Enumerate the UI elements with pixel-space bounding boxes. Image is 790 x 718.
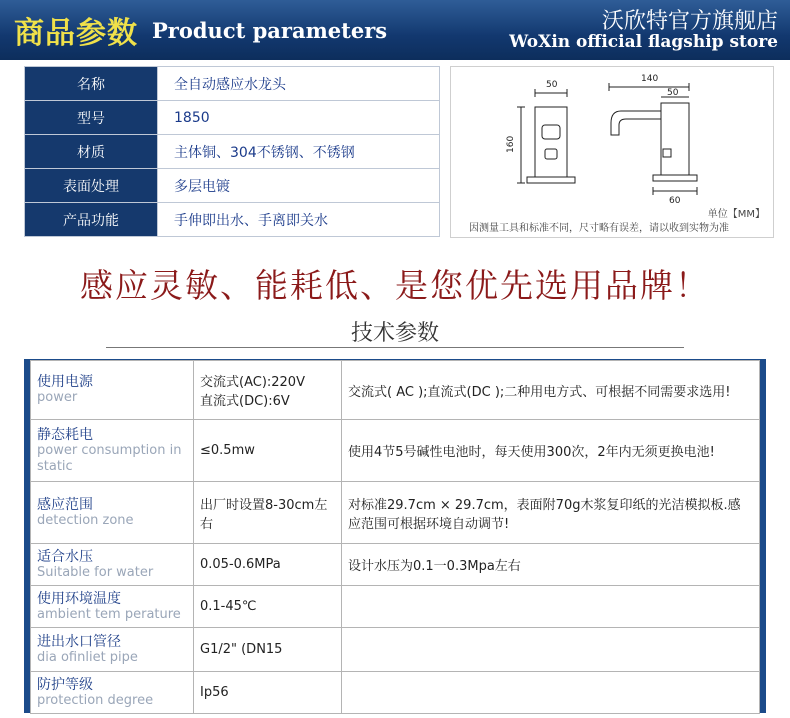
tech-note: 设计水压为0.1一0.3Mpa左右 <box>342 544 760 586</box>
tech-label-cn: 静态耗电 <box>37 426 93 443</box>
spec-table <box>24 66 440 237</box>
tech-label-cn: 使用电源 <box>37 374 93 390</box>
tech-row <box>31 586 760 628</box>
tech-label-cn: 防护等级 <box>37 676 93 693</box>
tech-table <box>30 360 760 714</box>
tech-label <box>31 586 194 628</box>
tech-label-en: power consumption in static <box>37 442 182 474</box>
tech-value: 交流式(AC):220V 直流式(DC):6V <box>194 361 342 420</box>
spec-row <box>25 169 440 203</box>
store-name-cn: 沃欣特官方旗舰店 <box>601 9 778 34</box>
spec-row <box>25 101 440 135</box>
diagram-note: 因测量工具和标准不同，尺寸略有误差，请以收到实物为准 <box>469 223 729 234</box>
tech-label-en: power <box>37 390 78 405</box>
tech-value: 出厂时设置8-30cm左右 <box>194 482 342 544</box>
spec-label: 表面处理 <box>25 169 158 203</box>
header-title-cn: 商品参数 <box>14 16 138 51</box>
dim-160: 160 <box>506 135 516 153</box>
tech-value: 0.1-45℃ <box>194 586 342 628</box>
tech-note: 对标准29.7cm × 29.7cm，表面附70g木浆复印纸的光洁模拟板.感应范围可根据环境自动调节! <box>342 482 760 544</box>
tech-note: 使用4节5号碱性电池时，每天使用300次，2年内无须更换电池! <box>342 420 760 482</box>
spec-label: 产品功能 <box>25 203 158 237</box>
dim-140: 140 <box>641 74 659 84</box>
tech-label <box>31 672 194 714</box>
tech-label-cn: 进出水口管径 <box>37 633 121 650</box>
header-banner <box>0 0 790 60</box>
spec-value: 主体铜、304不锈钢、不锈钢 <box>158 135 440 169</box>
tech-label-en: detection zone <box>37 512 134 528</box>
spec-label: 型号 <box>25 101 158 135</box>
tech-value: G1/2" (DN15 <box>194 628 342 672</box>
spec-value: 1850 <box>158 101 440 135</box>
tech-label-en: ambient tem perature <box>37 606 181 622</box>
spec-value: 多层电镀 <box>158 169 440 203</box>
spec-value: 全自动感应水龙头 <box>158 67 440 101</box>
tech-label-en: protection degree <box>37 692 154 708</box>
tech-note <box>342 628 760 672</box>
tech-label-en: dia ofinliet pipe <box>37 649 138 665</box>
tech-row <box>31 672 760 714</box>
dim-60: 60 <box>669 196 681 206</box>
tech-note: 交流式( AC );直流式(DC );二种用电方式、可根据不同需要求选用! <box>342 361 760 420</box>
tech-label-cn: 使用环境温度 <box>37 590 121 607</box>
slogan: 感应灵敏、能耗低、是您优先选用品牌！ <box>80 266 710 305</box>
tech-label <box>31 482 194 544</box>
spec-row <box>25 135 440 169</box>
tech-title: 技术参数 <box>350 321 439 346</box>
tech-note <box>342 672 760 714</box>
tech-label <box>31 628 194 672</box>
diagram-unit: 单位【MM】 <box>707 209 765 220</box>
spec-row <box>25 67 440 101</box>
tech-value: Ip56 <box>194 672 342 714</box>
header-title-en: Product parameters <box>152 18 388 43</box>
tech-row <box>31 361 760 420</box>
tech-label <box>31 544 194 586</box>
spec-label: 名称 <box>25 67 158 101</box>
tech-row <box>31 628 760 672</box>
spec-value: 手伸即出水、手离即关水 <box>158 203 440 237</box>
divider <box>106 347 684 348</box>
tech-value: 0.05-0.6MPa <box>194 544 342 586</box>
tech-label <box>31 420 194 482</box>
tech-value: ≤0.5mw <box>194 420 342 482</box>
tech-row <box>31 544 760 586</box>
dim-50-side: 50 <box>667 88 679 98</box>
dimension-diagram <box>450 66 774 238</box>
tech-label-cn: 适合水压 <box>37 548 93 565</box>
faucet-drawing <box>451 67 773 217</box>
tech-row <box>31 420 760 482</box>
tech-row <box>31 482 760 544</box>
tech-panel <box>24 359 766 713</box>
tech-label <box>31 361 194 420</box>
spec-row <box>25 203 440 237</box>
store-name-en: WoXin official flagship store <box>509 32 778 52</box>
tech-note <box>342 586 760 628</box>
tech-label-cn: 感应范围 <box>37 496 93 513</box>
spec-label: 材质 <box>25 135 158 169</box>
dim-50-front: 50 <box>546 80 558 90</box>
tech-label-en: Suitable for water <box>37 564 154 580</box>
